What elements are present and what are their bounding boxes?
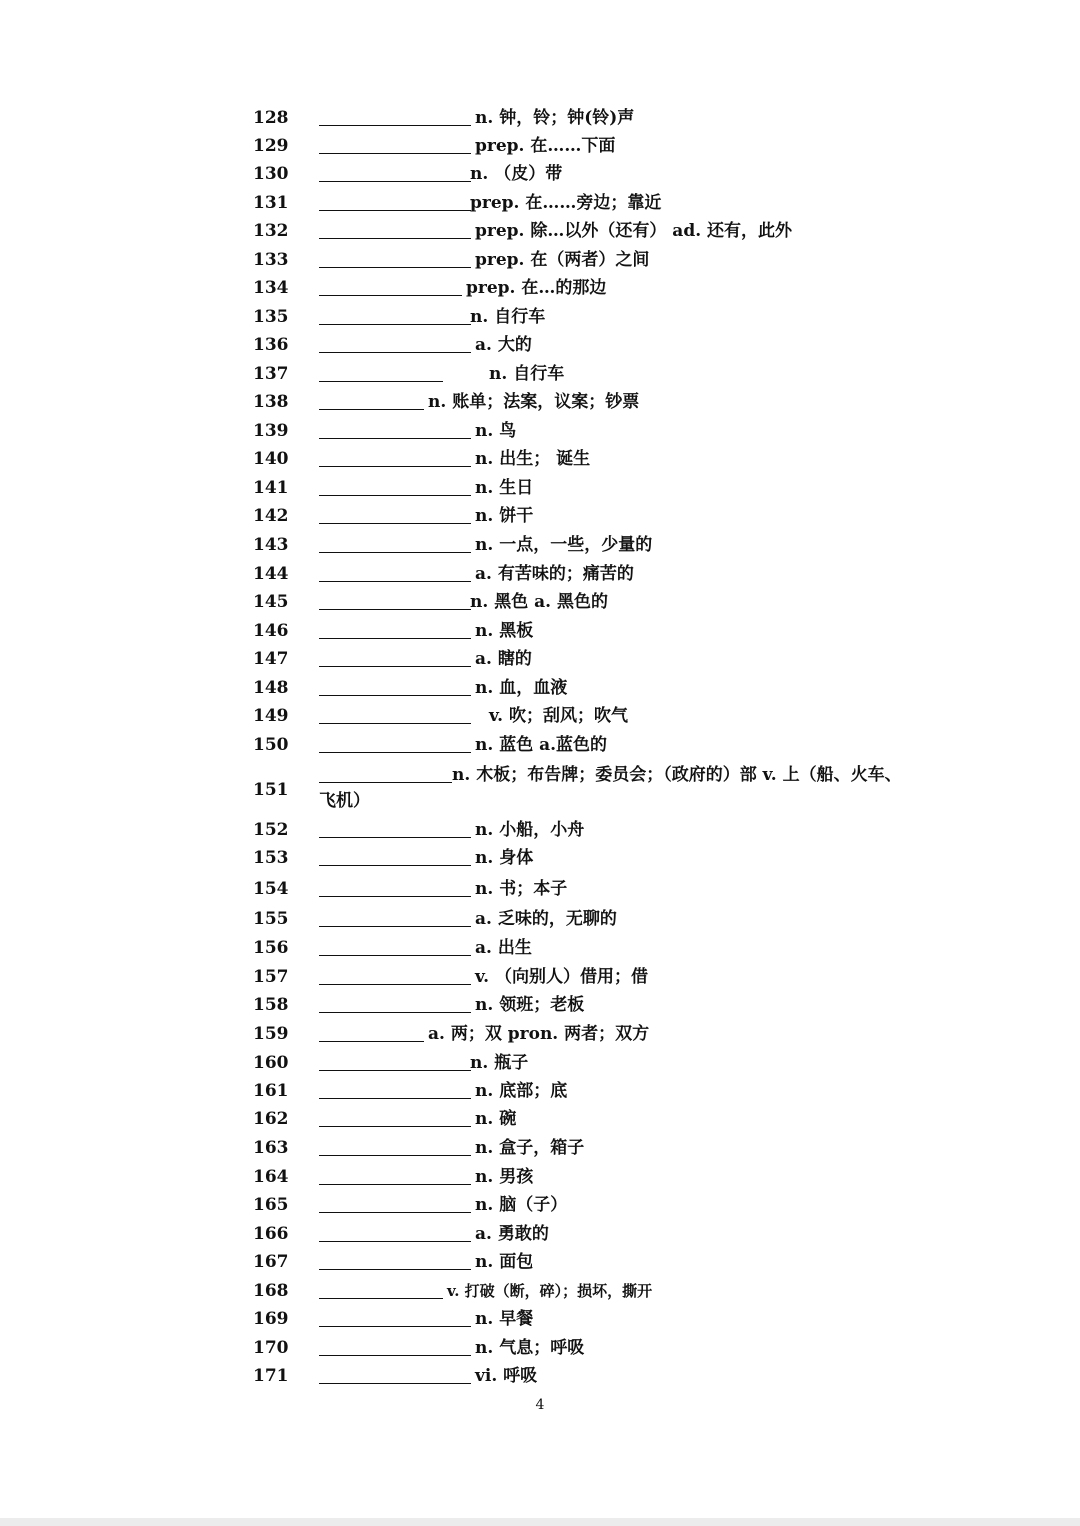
entry-number: 170	[253, 1338, 289, 1358]
entry-number: 154	[253, 879, 289, 899]
answer-blank	[319, 926, 471, 927]
answer-blank	[319, 666, 471, 667]
answer-blank	[319, 1355, 471, 1356]
vocab-entry	[253, 190, 973, 216]
entry-definition: n. 气息；呼吸	[475, 1338, 585, 1358]
vocab-entry	[253, 1135, 973, 1161]
answer-blank	[319, 552, 471, 553]
entry-number: 169	[253, 1309, 289, 1329]
vocab-entry	[253, 964, 973, 990]
entry-definition: n. 饼干	[475, 506, 534, 526]
entry-definition: a. 瞎的	[475, 649, 532, 669]
answer-blank	[319, 609, 471, 610]
entry-number: 162	[253, 1109, 289, 1129]
vocab-entry	[253, 1106, 973, 1132]
vocab-entry	[253, 1078, 973, 1104]
entry-number: 140	[253, 449, 289, 469]
answer-blank	[319, 1098, 471, 1099]
entry-number: 142	[253, 506, 289, 526]
entry-number: 145	[253, 592, 289, 612]
vocab-entry	[253, 275, 973, 301]
entry-definition: a. 有苦味的；痛苦的	[475, 564, 634, 584]
entry-number: 138	[253, 392, 289, 412]
vocab-entry	[253, 845, 973, 871]
entry-number: 153	[253, 848, 289, 868]
entry-number: 155	[253, 909, 289, 929]
entry-definition: a. 出生	[475, 938, 532, 958]
answer-blank	[319, 153, 471, 154]
entry-number: 136	[253, 335, 289, 355]
entry-definition: n. 蓝色 a.蓝色的	[475, 735, 608, 755]
entry-number: 160	[253, 1053, 289, 1073]
entry-definition: n. （皮）带	[470, 164, 563, 184]
answer-blank	[319, 1241, 471, 1242]
entry-number: 159	[253, 1024, 289, 1044]
entry-definition: n. 生日	[475, 478, 534, 498]
answer-blank	[319, 1126, 471, 1127]
answer-blank	[319, 1298, 443, 1299]
answer-blank	[319, 523, 471, 524]
answer-blank	[319, 1041, 424, 1042]
answer-blank	[319, 695, 471, 696]
vocab-entry	[253, 1192, 973, 1218]
vocab-entry	[253, 389, 973, 415]
entry-number: 166	[253, 1224, 289, 1244]
vocab-entry	[253, 361, 973, 387]
vocab-entry	[253, 218, 973, 244]
entry-definition: n. 领班；老板	[475, 995, 585, 1015]
answer-blank	[319, 782, 452, 783]
answer-blank	[319, 1383, 471, 1384]
vocab-entry	[253, 304, 973, 330]
answer-blank	[319, 837, 471, 838]
answer-blank	[319, 1155, 471, 1156]
vocab-entry	[253, 1335, 973, 1361]
entry-number: 151	[253, 780, 289, 800]
entry-definition: n. 盒子，箱子	[475, 1138, 585, 1158]
entry-definition: a. 勇敢的	[475, 1224, 549, 1244]
vocab-entry	[253, 561, 973, 587]
entry-number: 146	[253, 621, 289, 641]
vocab-entry	[253, 161, 973, 187]
entry-definition: n. 血，血液	[475, 678, 568, 698]
entry-number: 128	[253, 108, 289, 128]
entry-number: 132	[253, 221, 289, 241]
entry-definition: n. 底部；底	[475, 1081, 568, 1101]
vocab-entry	[253, 992, 973, 1018]
answer-blank	[319, 1184, 471, 1185]
entry-number: 150	[253, 735, 289, 755]
vocab-entry	[253, 1021, 973, 1047]
entry-definition: prep. 在（两者）之间	[475, 250, 650, 270]
entry-number: 156	[253, 938, 289, 958]
vocab-entry	[253, 876, 973, 902]
vocab-entry	[253, 817, 973, 843]
vocab-entry	[253, 703, 973, 729]
entry-definition: n. 小船，小舟	[475, 820, 585, 840]
answer-blank	[319, 466, 471, 467]
entry-definition: n. 面包	[475, 1252, 534, 1272]
entry-definition: v. 吹；刮风；吹气	[489, 706, 629, 726]
vocab-entry	[253, 1306, 973, 1332]
entry-number: 149	[253, 706, 289, 726]
entry-number: 171	[253, 1366, 289, 1386]
entry-number: 165	[253, 1195, 289, 1215]
entry-number: 133	[253, 250, 289, 270]
answer-blank	[319, 752, 471, 753]
entry-definition: n. 账单；法案，议案；钞票	[428, 392, 640, 412]
entry-definition: n. 碗	[475, 1109, 517, 1129]
vocab-entry	[253, 1278, 973, 1304]
entry-number: 129	[253, 136, 289, 156]
answer-blank	[319, 438, 471, 439]
entry-definition: n. 男孩	[475, 1167, 534, 1187]
entry-definition: n. 出生； 诞生	[475, 449, 591, 469]
entry-definition: n. 自行车	[470, 307, 546, 327]
answer-blank	[319, 324, 471, 325]
entry-definition: vi. 呼吸	[475, 1366, 538, 1386]
entry-definition: n. 钟，铃；钟(铃)声	[475, 108, 635, 128]
vocab-entry	[253, 1050, 973, 1076]
entry-definition: prep. 在……下面	[475, 136, 616, 156]
vocab-entry	[253, 935, 973, 961]
page-number: 4	[535, 1397, 545, 1413]
answer-blank	[319, 381, 443, 382]
answer-blank	[319, 984, 471, 985]
answer-blank	[319, 210, 471, 211]
vocab-entry	[253, 418, 973, 444]
entry-number: 168	[253, 1281, 289, 1301]
answer-blank	[319, 955, 471, 956]
vocab-entry	[253, 503, 973, 529]
entry-definition: n. 早餐	[475, 1309, 534, 1329]
vocab-entry	[253, 1221, 973, 1247]
answer-blank	[319, 1269, 471, 1270]
vocab-entry	[253, 732, 973, 758]
entry-definition: n. 木板；布告牌；委员会；（政府的）部 v. 上（船、火车、	[452, 765, 902, 785]
vocab-entry	[253, 446, 973, 472]
bottom-edge	[0, 1518, 1080, 1526]
entry-number: 134	[253, 278, 289, 298]
entry-number: 143	[253, 535, 289, 555]
entry-number: 147	[253, 649, 289, 669]
vocab-entry	[253, 1363, 973, 1389]
entry-definition: a. 大的	[475, 335, 532, 355]
vocab-entry	[253, 475, 973, 501]
vocab-entry	[253, 133, 973, 159]
answer-blank	[319, 896, 471, 897]
vocab-entry	[253, 589, 973, 615]
entry-definition: n. 黑板	[475, 621, 534, 641]
entry-number: 141	[253, 478, 289, 498]
entry-definition: v. 打破（断，碎）；损坏，撕开	[447, 1282, 653, 1300]
entry-definition: n. 一点，一些，少量的	[475, 535, 653, 555]
entry-definition: n. 鸟	[475, 421, 517, 441]
entry-number: 152	[253, 820, 289, 840]
vocab-entry	[253, 646, 973, 672]
vocab-entry	[253, 675, 973, 701]
entry-number: 137	[253, 364, 289, 384]
entry-number: 130	[253, 164, 289, 184]
entry-definition: n. 黑色 a. 黑色的	[470, 592, 608, 612]
vocab-entry	[253, 332, 973, 358]
entry-definition-continued: 飞机）	[319, 791, 370, 811]
entry-number: 164	[253, 1167, 289, 1187]
entry-number: 131	[253, 193, 289, 213]
answer-blank	[319, 865, 471, 866]
answer-blank	[319, 352, 471, 353]
vocab-entry	[253, 247, 973, 273]
entry-number: 167	[253, 1252, 289, 1272]
vocab-entry	[253, 1164, 973, 1190]
entry-definition: prep. 除…以外（还有） ad. 还有，此外	[475, 221, 793, 241]
entry-number: 163	[253, 1138, 289, 1158]
entry-definition: a. 乏味的，无聊的	[475, 909, 617, 929]
answer-blank	[319, 581, 471, 582]
answer-blank	[319, 1212, 471, 1213]
entry-number: 158	[253, 995, 289, 1015]
entry-definition: n. 书；本子	[475, 879, 568, 899]
answer-blank	[319, 495, 471, 496]
answer-blank	[319, 295, 462, 296]
entry-number: 148	[253, 678, 289, 698]
answer-blank	[319, 1070, 471, 1071]
vocab-entry	[253, 105, 973, 131]
answer-blank	[319, 409, 424, 410]
entry-definition: n. 脑（子）	[475, 1195, 568, 1215]
entry-number: 161	[253, 1081, 289, 1101]
entry-definition: prep. 在……旁边；靠近	[470, 193, 662, 213]
entry-definition: prep. 在…的那边	[466, 278, 607, 298]
entry-definition: v. （向别人）借用；借	[475, 967, 649, 987]
vocab-entry	[253, 532, 973, 558]
entry-definition: n. 身体	[475, 848, 534, 868]
answer-blank	[319, 267, 471, 268]
vocab-entry	[253, 762, 973, 818]
answer-blank	[319, 1326, 471, 1327]
answer-blank	[319, 638, 471, 639]
entry-number: 135	[253, 307, 289, 327]
answer-blank	[319, 238, 471, 239]
answer-blank	[319, 723, 471, 724]
answer-blank	[319, 1012, 471, 1013]
entry-number: 157	[253, 967, 289, 987]
vocab-entry	[253, 906, 973, 932]
entry-definition: n. 瓶子	[470, 1053, 529, 1073]
entry-number: 139	[253, 421, 289, 441]
vocab-entry	[253, 618, 973, 644]
vocab-entry	[253, 1249, 973, 1275]
entry-number: 144	[253, 564, 289, 584]
answer-blank	[319, 125, 471, 126]
answer-blank	[319, 181, 471, 182]
entry-definition: a. 两；双 pron. 两者；双方	[428, 1024, 650, 1044]
entry-definition: n. 自行车	[489, 364, 565, 384]
